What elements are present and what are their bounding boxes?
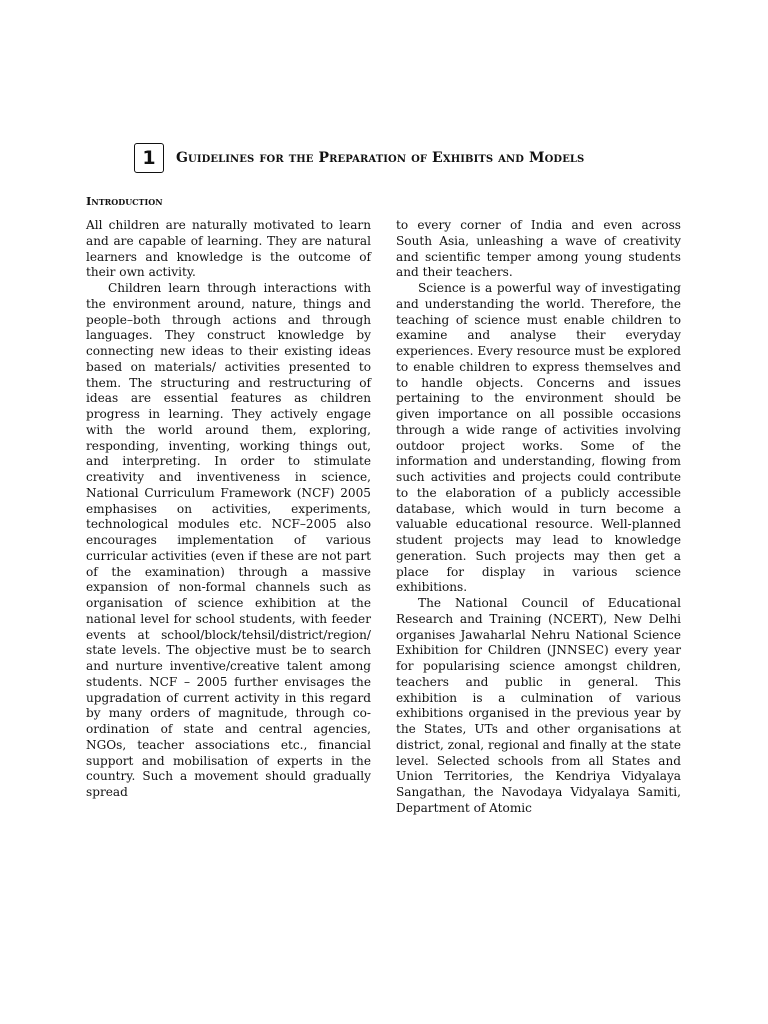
left-column bbox=[86, 218, 371, 801]
section-heading: Introduction bbox=[86, 194, 163, 208]
paragraph: Science is a powerful way of investigating and understanding the world. Therefore, the teaching of science must enable children to examine and analyse their everyday experiences. Every resource must be explored to enable children to express themselves and to handle objects. Concerns and issues pertaining to the environment should be given importance on all possible occasions through a wide range of activities involving outdoor project works. Some of the information and understanding, flowing from such activities and projects could contribute to the elaboration of a publicly accessible database, which would in turn become a valuable educational resource. Well-planned student projects may lead to knowledge generation. Such projects may then get a place for display in various science exhibitions. bbox=[396, 281, 681, 595]
right-column bbox=[396, 218, 681, 817]
chapter-title: Guidelines for the Preparation of Exhibits and Models bbox=[176, 150, 585, 166]
paragraph: The National Council of Educational Research and Training (NCERT), New Delhi organises Jawaharlal Nehru National Science Exhibition for Children (JNNSEC) every year for popularising science amongst children, teachers and public in general. This exhibition is a culmination of various exhibitions organised in the previous year by the States, UTs and other organisations at district, zonal, regional and finally at the state level. Selected schools from all States and Union Territories, the Kendriya Vidyalaya Sangathan, the Navodaya Vidyalaya Samiti, Department of Atomic bbox=[396, 596, 681, 815]
paragraph: Children learn through interactions with the environment around, nature, things and people–both through actions and through languages. They construct knowledge by connecting new ideas to their existing ideas based on materials/ activities presented to them. The structuring and restructuring of ideas are essential features as children progress in learning. They actively engage with the world around them, exploring, responding, inventing, working things out, and interpreting. In order to stimulate creativity and inventiveness in science, National Curriculum Framework (NCF) 2005 emphasises on activities, experiments, technological modules etc. NCF–2005 also encourages implementation of various curricular activities (even if these are not part of the examination) through a massive expansion of non-formal channels such as organisation of science exhibition at the national level for school students, with feeder events at school/block/tehsil/district/region/ state levels. The objective must be to search and nurture inventive/creative talent among students. NCF – 2005 further envisages the upgradation of current activity in this regard by many orders of magnitude, through co-ordination of state and central agencies, NGOs, teacher associations etc., financial support and mobilisation of experts in the country. Such a movement should gradually spread bbox=[86, 281, 371, 799]
chapter-number-box: 1 bbox=[134, 143, 164, 173]
paragraph: All children are naturally motivated to learn and are capable of learning. They are natural learners and knowledge is the outcome of their own activity. bbox=[86, 218, 371, 280]
paragraph: to every corner of India and even across South Asia, unleashing a wave of creativity and scientific temper among young students and their teachers. bbox=[396, 218, 681, 280]
chapter-heading bbox=[134, 143, 584, 173]
